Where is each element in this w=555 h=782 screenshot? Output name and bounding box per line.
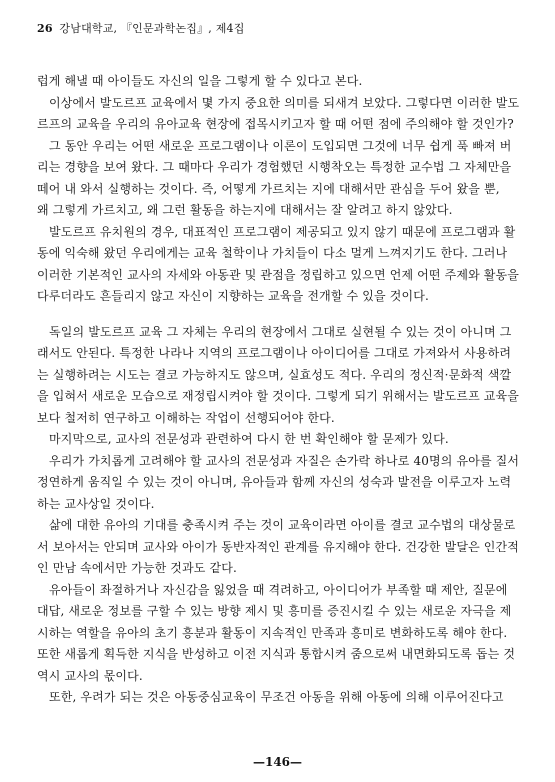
text-line: 보다 철저히 연구하고 이해하는 작업이 선행되어야 한다. bbox=[37, 410, 335, 425]
running-header bbox=[37, 20, 245, 36]
text-line: 우리가 가치롭게 고려해야 할 교사의 전문성과 자질은 손가락 하나로 40명의 유아를 질서 bbox=[49, 453, 520, 468]
header-journal-title: 강남대학교, 『인문과학논집』, 제4집 bbox=[59, 22, 245, 35]
text-line: 독일의 발도르프 교육 그 자체는 우리의 현장에서 그대로 실현될 수 있는 것이 아니며 그 bbox=[49, 324, 512, 339]
body-text bbox=[37, 71, 521, 709]
text-line: 리는 경향을 보여 왔다. 그 때마다 우리가 경험했던 시행착오는 특정한 교수법 그 자체만을 bbox=[37, 160, 512, 174]
text-line: 을 입혀서 새로운 모습으로 재정립시켜야 할 것이다. 그렇게 되기 위해서는 발도르프 교육을 bbox=[37, 389, 520, 403]
text-line: 럽게 해낼 때 아이들도 자신의 일을 그렇게 할 수 있다고 본다. bbox=[37, 74, 363, 88]
text-line: 대답, 새로운 정보를 구할 수 있는 방향 제시 및 흥미를 증진시킬 수 있는 새로운 자극을 제 bbox=[37, 604, 512, 618]
page-folio: —146— bbox=[252, 755, 303, 769]
text-line: 발도르프 유치원의 경우, 대표적인 프로그램이 제공되고 있지 않기 때문에 프로그램과 활 bbox=[49, 224, 516, 239]
text-line: 래서도 안된다. 특정한 나라나 지역의 프로그램이나 아이디어를 그대로 가져와서 사용하려 bbox=[37, 346, 512, 360]
text-line: 인 만남 속에서만 가능한 것과도 같다. bbox=[37, 561, 237, 575]
text-line: 르프의 교육을 우리의 유아교육 현장에 접목시키고자 할 때 어떤 점에 주의해야 할 것인가? bbox=[37, 117, 514, 131]
text-line: 서 보아서는 안되며 교사와 아이가 동반자적인 관계를 유지해야 한다. 건강한 발달은 인간적 bbox=[37, 539, 520, 554]
text-line: 유아들이 좌절하거나 자신감을 잃었을 때 격려하고, 아이디어가 부족할 때 제안, 질문에 bbox=[49, 582, 508, 597]
text-line: 역시 교사의 몫이다. bbox=[37, 668, 143, 683]
text-line: 이상에서 발도르프 교육에서 몇 가지 중요한 의미를 되새겨 보았다. 그렇다면 이러한 발도 bbox=[49, 95, 520, 110]
text-line: 는 실행하려는 시도는 결코 가능하지도 않으며, 실효성도 적다. 우리의 정신적·문화적 색깔 bbox=[37, 367, 512, 382]
paragraph-gap bbox=[37, 308, 521, 322]
text-line: 왜 그렇게 가르치고, 왜 그런 활동을 하는지에 대해서는 잘 알려고 하지 않았다. bbox=[37, 203, 453, 217]
text-line: 이러한 기본적인 교사의 자세와 아동관 및 관점을 정립하고 있으면 언제 어떤 주제와 활동을 bbox=[37, 267, 520, 282]
header-page-number: 26 bbox=[37, 22, 53, 35]
text-line: 또한 새롭게 획득한 지식을 반성하고 이전 지식과 통합시켜 줌으로써 내면화되도록 돕는 것 bbox=[37, 647, 516, 661]
text-line: 삶에 대한 유아의 기대를 충족시켜 주는 것이 교육이라면 아이를 결코 교수법의 대상물로 bbox=[49, 518, 516, 532]
text-line: 정연하게 움직일 수 있는 것이 아니며, 유아들과 함께 자신의 성숙과 발전을 이루고자 노력 bbox=[37, 475, 512, 489]
text-line: 그 동안 우리는 어떤 새로운 프로그램이나 이론이 도입되면 그것에 너무 쉽게 푹 빠져 버 bbox=[49, 138, 512, 153]
text-line: 시하는 역할을 유아의 초기 흥분과 활동이 지속적인 만족과 흥미로 변화하도록 해야 한다. bbox=[37, 625, 508, 640]
text-line: 다루더라도 흔들리지 않고 자신이 지향하는 교육을 전개할 수 있을 것이다. bbox=[37, 289, 429, 303]
text-line: 동에 익숙해 왔던 우리에게는 교육 철학이나 가치들이 다소 멀게 느껴지기도 한다. 그러나 bbox=[37, 246, 508, 260]
text-line: 마지막으로, 교사의 전문성과 관련하여 다시 한 번 확인해야 할 문제가 있다. bbox=[49, 432, 449, 446]
text-line: 떼어 내 와서 실행하는 것이다. 즉, 어떻게 가르치는 지에 대해서만 관심을 두어 왔을 뿐, bbox=[37, 181, 500, 196]
text-line: 하는 교사상일 것이다. bbox=[37, 496, 155, 511]
text-line: 또한, 우려가 되는 것은 아동중심교육이 무조건 아동을 위해 아동에 의해 이루어진다고 bbox=[49, 690, 504, 704]
